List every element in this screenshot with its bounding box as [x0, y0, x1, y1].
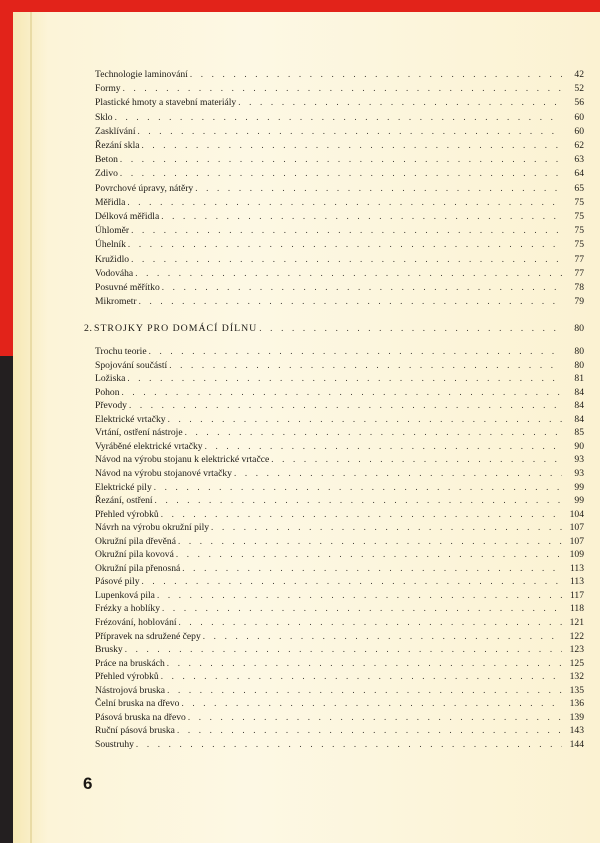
- leader-dots: [139, 294, 562, 308]
- leader-dots: [195, 181, 562, 195]
- toc-entry: [95, 209, 584, 223]
- leader-dots: [136, 737, 562, 751]
- toc-entry-title: Přehled výrobků: [95, 671, 159, 683]
- leader-dots: [185, 425, 562, 439]
- toc-entry-title: Úhelník: [95, 239, 126, 251]
- leader-dots: [122, 385, 562, 399]
- toc-entry-page: 77: [574, 253, 584, 265]
- toc-entry-page: 113: [569, 576, 584, 588]
- leader-dots: [157, 588, 562, 602]
- leader-dots: [177, 723, 562, 737]
- toc-entry: [95, 280, 584, 294]
- leader-dots: [168, 412, 562, 426]
- toc-entry-page: 77: [574, 267, 584, 279]
- toc-entry-page: 93: [574, 467, 584, 479]
- leader-dots: [127, 371, 562, 385]
- black-cover-edge-left: [0, 356, 13, 843]
- toc-entry: [95, 669, 584, 683]
- toc-entry: [95, 358, 584, 372]
- toc-entry-title: Elektrické vrtačky: [95, 413, 166, 425]
- leader-dots: [178, 534, 562, 548]
- toc-entry-page: 84: [574, 386, 584, 398]
- toc-entry-page: 62: [574, 140, 584, 151]
- toc-entry-page: 122: [569, 630, 584, 642]
- toc-entry: [95, 439, 584, 453]
- toc-entry-page: 125: [569, 657, 584, 669]
- page-number: 6: [83, 774, 93, 793]
- toc-entry-title: Řezání, ostření: [95, 495, 153, 507]
- leader-dots: [142, 574, 562, 588]
- toc-entry-page: 75: [574, 239, 584, 251]
- leader-dots: [271, 452, 562, 466]
- toc-entry: [95, 574, 584, 588]
- leader-dots: [182, 561, 562, 575]
- toc-entry-page: 132: [569, 671, 584, 683]
- toc-entry: [95, 412, 584, 426]
- leader-dots: [167, 683, 562, 697]
- toc-entry-title: Frézky a hoblíky: [95, 603, 161, 615]
- toc-entry: [95, 195, 584, 209]
- toc-entry-title: Zdivo: [95, 168, 118, 180]
- toc-entry-title: Vrtání, ostření nástroje: [95, 427, 183, 439]
- toc-entry: [95, 480, 584, 494]
- toc-entry-title: Převody: [95, 400, 127, 412]
- leader-dots: [259, 320, 560, 334]
- toc-entry: [95, 67, 584, 81]
- toc-entry: [95, 683, 584, 697]
- toc-entry-page: 118: [569, 603, 584, 615]
- toc-entry-page: 123: [569, 644, 584, 656]
- toc-entry-title: Ruční pásová bruska: [95, 725, 175, 737]
- leader-dots: [149, 344, 562, 358]
- leader-dots: [127, 195, 562, 209]
- toc-entry-page: 107: [569, 522, 584, 534]
- toc-entry: [95, 294, 584, 308]
- toc-entry: [95, 223, 584, 237]
- leader-dots: [179, 615, 562, 629]
- toc-entry: [95, 385, 584, 399]
- toc-entry: [95, 425, 584, 439]
- toc-entry: [95, 266, 584, 280]
- toc-entry-page: 81: [574, 373, 584, 385]
- toc-entry-page: 42: [574, 69, 584, 80]
- toc-entry: [95, 723, 584, 737]
- toc-entry-page: 80: [574, 346, 584, 357]
- toc-entry: [95, 371, 584, 385]
- toc-entry-title: Pohon: [95, 386, 120, 398]
- leader-dots: [203, 629, 562, 643]
- toc-entry: [95, 710, 584, 724]
- toc-entry-title: Posuvné měřítko: [95, 282, 160, 293]
- leader-dots: [155, 493, 562, 507]
- toc-entry-page: 75: [574, 196, 584, 208]
- toc-entry: [95, 124, 584, 138]
- leader-dots: [211, 520, 562, 534]
- red-cover-edge-top: [0, 0, 600, 12]
- toc-entry-page: 60: [574, 125, 584, 137]
- toc-entry: [95, 507, 584, 521]
- leader-dots: [131, 223, 562, 237]
- leader-dots: [162, 280, 562, 294]
- leader-dots: [190, 67, 562, 81]
- toc-entry-title: Sklo: [95, 111, 113, 123]
- toc-entry: [95, 534, 584, 548]
- leader-dots: [138, 124, 563, 138]
- chapter-heading: [84, 320, 584, 336]
- leader-dots: [125, 642, 562, 656]
- page-gutter-line: [30, 12, 32, 843]
- toc-entry-page: 99: [574, 495, 584, 507]
- leader-dots: [120, 152, 562, 166]
- toc-entry-title: Vyráběné elektrické vrtačky: [95, 440, 203, 452]
- chapter-page: 80: [574, 323, 584, 334]
- leader-dots: [128, 237, 562, 251]
- toc-entry: [95, 656, 584, 670]
- toc-entry-title: Okružní pila dřevěná: [95, 535, 176, 547]
- toc-entry: [95, 561, 584, 575]
- red-cover-edge-left: [0, 0, 13, 356]
- toc-entry-page: 136: [569, 698, 584, 710]
- toc-entry-title: Nástrojová bruska: [95, 684, 166, 696]
- leader-dots: [129, 398, 562, 412]
- toc-entry-page: 143: [569, 725, 584, 737]
- toc-entry-title: Řezání skla: [95, 140, 140, 151]
- toc-entry: [95, 344, 584, 358]
- toc-entry-title: Měřidla: [95, 196, 126, 208]
- toc-entry-title: Povrchové úpravy, nátěry: [95, 182, 194, 194]
- toc-entry: [95, 615, 584, 629]
- toc-entry-page: 99: [574, 481, 584, 493]
- toc-entry: [95, 237, 584, 251]
- toc-entry-title: Práce na bruskách: [95, 657, 165, 669]
- toc-entry: [95, 81, 584, 95]
- leader-dots: [142, 138, 563, 152]
- toc-entry-title: Elektrické pily: [95, 481, 152, 493]
- leader-dots: [181, 696, 562, 710]
- toc-entry: [95, 166, 584, 180]
- toc-entry-title: Délková měřidla: [95, 211, 160, 222]
- toc-entry: [95, 466, 584, 480]
- toc-entry-title: Kružidlo: [95, 253, 130, 265]
- toc-entry-title: Pásová bruska na dřevo: [95, 711, 186, 723]
- toc-entry-page: 121: [569, 617, 584, 628]
- toc-entry: [95, 520, 584, 534]
- toc-entry: [95, 629, 584, 643]
- toc-entry-page: 104: [569, 508, 584, 520]
- leader-dots: [162, 601, 562, 615]
- leader-dots: [176, 547, 562, 561]
- toc-entry-title: Lupenková pila: [95, 589, 155, 601]
- leader-dots: [238, 95, 562, 109]
- toc-entry: [95, 252, 584, 266]
- toc-entry: [95, 547, 584, 561]
- toc-entry-page: 117: [569, 589, 584, 601]
- toc-entry-title: Čelní bruska na dřevo: [95, 698, 180, 710]
- toc-entry-page: 80: [574, 359, 584, 371]
- toc-entry: [95, 588, 584, 602]
- toc-entry-page: 75: [574, 211, 584, 222]
- toc-entry: [95, 110, 584, 124]
- toc-entry: [95, 398, 584, 412]
- toc-entry-page: 85: [574, 427, 584, 439]
- toc-entry-page: 113: [569, 562, 584, 574]
- leader-dots: [154, 480, 562, 494]
- toc-entry-title: Mikrometr: [95, 296, 137, 308]
- toc-entry-title: Technologie laminování: [95, 69, 188, 80]
- toc-entry-page: 64: [574, 168, 584, 180]
- toc-entry-title: Vodováha: [95, 267, 134, 279]
- leader-dots: [161, 209, 562, 223]
- leader-dots: [169, 358, 562, 372]
- toc-entry-page: 75: [574, 225, 584, 237]
- toc-entry-title: Přehled výrobků: [95, 508, 159, 520]
- toc-entry-title: Okružní pila kovová: [95, 549, 174, 561]
- toc-entry-title: Návod na výrobu stojanu k elektrické vrtačce: [95, 454, 270, 466]
- toc-entry-title: Formy: [95, 83, 121, 95]
- toc-entry-page: 139: [569, 711, 584, 723]
- toc-entry-title: Návrh na výrobu okružní pily: [95, 522, 210, 534]
- chapter-number: 2.: [84, 323, 93, 334]
- toc-entry-page: 60: [574, 111, 584, 123]
- toc-entry: [95, 737, 584, 751]
- toc-entry-page: 63: [574, 154, 584, 166]
- toc-entry-title: Zasklívání: [95, 125, 136, 137]
- toc-entry-title: Plastické hmoty a stavební materiály: [95, 97, 237, 109]
- toc-entry-title: Ložiska: [95, 373, 126, 385]
- toc-entry-page: 52: [574, 83, 584, 95]
- leader-dots: [115, 110, 562, 124]
- toc-entry: [95, 138, 584, 152]
- leader-dots: [123, 81, 562, 95]
- toc-entry-page: 107: [569, 535, 584, 547]
- leader-dots: [188, 710, 562, 724]
- toc-entry: [95, 152, 584, 166]
- toc-entry: [95, 696, 584, 710]
- leader-dots: [161, 669, 562, 683]
- toc-entry-page: 65: [574, 182, 584, 194]
- leader-dots: [205, 439, 562, 453]
- leader-dots: [135, 266, 562, 280]
- toc-entry: [95, 181, 584, 195]
- toc-entry-page: 79: [574, 296, 584, 308]
- toc-entry-title: Úhloměr: [95, 225, 130, 237]
- toc-entry-title: Pásové pily: [95, 576, 140, 588]
- chapter-title: STROJKY PRO DOMÁCÍ DÍLNU: [94, 323, 258, 334]
- toc-entry: [95, 642, 584, 656]
- toc-entry-page: 56: [574, 97, 584, 109]
- toc-entry-title: Brusky: [95, 644, 123, 656]
- toc-entry-title: Trochu teorie: [95, 346, 147, 357]
- toc-entry-title: Okružní pila přenosná: [95, 562, 181, 574]
- toc-entry-page: 109: [569, 549, 584, 561]
- toc-entry: [95, 601, 584, 615]
- leader-dots: [161, 507, 562, 521]
- toc-entry-page: 135: [569, 684, 584, 696]
- toc-entry-page: 84: [574, 400, 584, 412]
- toc-entry: [95, 493, 584, 507]
- toc-entry: [95, 95, 584, 109]
- toc-entry-title: Návod na výrobu stojanové vrtačky: [95, 467, 232, 479]
- leader-dots: [167, 656, 562, 670]
- toc-entry-title: Spojování součástí: [95, 359, 168, 371]
- leader-dots: [120, 166, 562, 180]
- leader-dots: [131, 252, 562, 266]
- toc-entry-title: Přípravek na sdružené čepy: [95, 630, 201, 642]
- toc-entry-title: Soustruhy: [95, 738, 134, 750]
- toc-entry-title: Frézování, hoblování: [95, 617, 177, 628]
- toc-entry-page: 90: [574, 440, 584, 452]
- toc-entry-page: 78: [574, 282, 584, 293]
- toc-entry-title: Beton: [95, 154, 118, 166]
- toc-entry-page: 144: [569, 738, 584, 750]
- leader-dots: [234, 466, 562, 480]
- toc-entry-page: 84: [574, 413, 584, 425]
- toc-entry-page: 93: [574, 454, 584, 466]
- toc-entry: [95, 452, 584, 466]
